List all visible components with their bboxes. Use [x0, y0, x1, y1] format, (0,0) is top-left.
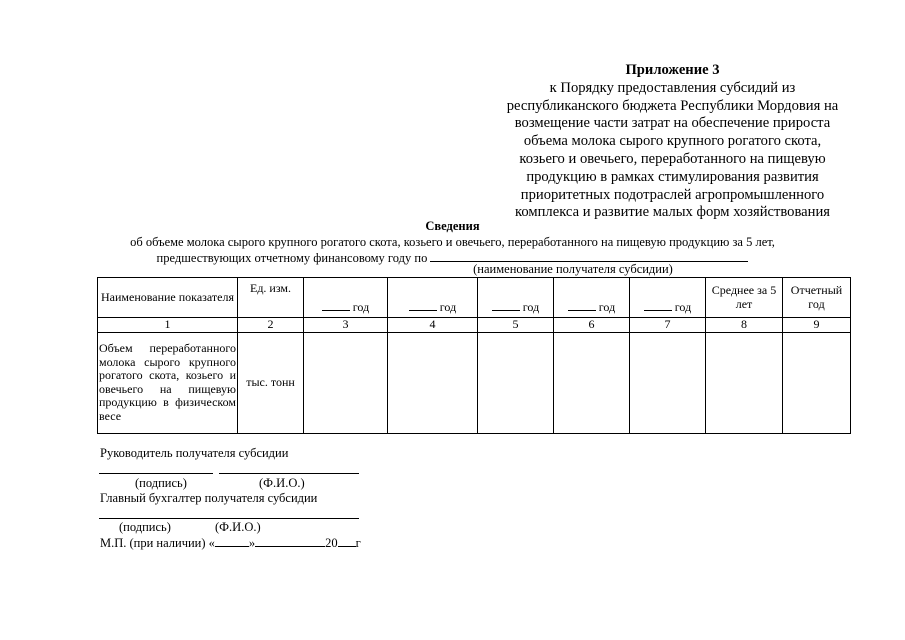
header-year-label: год: [352, 299, 370, 314]
column-number: 5: [478, 318, 554, 333]
table-header-row: [98, 278, 851, 318]
column-number: 2: [238, 318, 304, 333]
column-number: 3: [304, 318, 388, 333]
header-year-2: [388, 278, 478, 318]
form-title: Сведения: [425, 219, 480, 233]
value-cell[interactable]: [478, 332, 554, 433]
year-blank[interactable]: [492, 300, 520, 311]
table-number-row: [98, 318, 851, 333]
stamp-line: [100, 536, 361, 551]
appendix-line: комплекса и развитие малых форм хозяйствования: [515, 204, 830, 221]
header-average: Среднее за 5 лет: [706, 278, 783, 318]
accountant-signature-line[interactable]: [99, 518, 359, 519]
appendix-title: Приложение 3: [625, 62, 720, 78]
header-reporting-year: Отчетный год: [783, 278, 851, 318]
row-unit: тыс. тонн: [238, 332, 304, 433]
accountant-label: Главный бухгалтер получателя субсидии: [100, 491, 318, 505]
form-heading: [0, 218, 905, 266]
appendix-line: приоритетных подотраслей агропромышленного: [520, 186, 825, 203]
accountant-signature-caption: (подпись): [119, 520, 171, 534]
header-year-label: год: [598, 299, 616, 314]
header-year-1: [304, 278, 388, 318]
appendix-block: [470, 62, 875, 222]
recipient-name-field[interactable]: [430, 250, 748, 262]
column-number: 8: [706, 318, 783, 333]
accountant-name-caption: (Ф.И.О.): [215, 520, 261, 534]
form-subtitle-line2: [0, 250, 905, 266]
header-year-label: год: [439, 299, 457, 314]
column-number: 9: [783, 318, 851, 333]
header-year-label: год: [522, 299, 540, 314]
head-name-line[interactable]: [219, 473, 359, 474]
header-year-label: год: [674, 299, 692, 314]
header-indicator: Наименование показателя: [98, 278, 238, 318]
column-number: 1: [98, 318, 238, 333]
appendix-line: возмещение части затрат на обеспечение прироста: [514, 115, 831, 132]
head-label: Руководитель получателя субсидии: [100, 446, 289, 460]
date-day-field[interactable]: [215, 536, 249, 547]
date-month-field[interactable]: [255, 536, 325, 547]
reporting-cell[interactable]: [783, 332, 851, 433]
appendix-line: республиканского бюджета Республики Мордовия на: [506, 97, 839, 114]
stamp-label: М.П. (при наличии) «: [100, 536, 215, 550]
stamp-close-quote: »: [248, 536, 256, 550]
appendix-line: к Порядку предоставления субсидий из: [549, 79, 796, 96]
year-prefix: 20: [325, 536, 338, 550]
recipient-caption: (наименование получателя субсидии): [473, 262, 673, 276]
average-cell[interactable]: [706, 332, 783, 433]
table-row: [98, 332, 851, 433]
year-blank[interactable]: [644, 300, 672, 311]
year-blank[interactable]: [322, 300, 350, 311]
year-blank[interactable]: [568, 300, 596, 311]
period-text: предшествующих отчетному финансовому году по: [156, 251, 428, 265]
appendix-line: продукцию в рамках стимулирования развития: [526, 168, 819, 185]
value-cell[interactable]: [630, 332, 706, 433]
date-year-field[interactable]: [338, 536, 356, 547]
row-indicator: Объем переработанного молока сырого крупного рогатого скота, козьего и овечьего на пищевую продукцию в физическом весе: [98, 332, 238, 433]
data-table: [97, 277, 851, 434]
head-name-caption: (Ф.И.О.): [259, 476, 305, 490]
year-blank[interactable]: [409, 300, 437, 311]
value-cell[interactable]: [554, 332, 630, 433]
year-suffix: г: [355, 536, 361, 550]
header-unit: Ед. изм.: [238, 278, 304, 318]
value-cell[interactable]: [304, 332, 388, 433]
header-year-5: [630, 278, 706, 318]
column-number: 6: [554, 318, 630, 333]
column-number: 4: [388, 318, 478, 333]
value-cell[interactable]: [388, 332, 478, 433]
appendix-line: объема молока сырого крупного рогатого скота,: [523, 133, 822, 150]
form-subtitle-line1: об объеме молока сырого крупного рогатого скота, козьего и овечьего, переработанного на пищевую продукцию за 5 лет,: [130, 235, 775, 249]
header-year-3: [478, 278, 554, 318]
header-year-4: [554, 278, 630, 318]
head-signature-caption: (подпись): [135, 476, 187, 490]
head-signature-line[interactable]: [99, 473, 213, 474]
column-number: 7: [630, 318, 706, 333]
appendix-line: козьего и овечьего, переработанного на пищевую: [519, 150, 826, 167]
